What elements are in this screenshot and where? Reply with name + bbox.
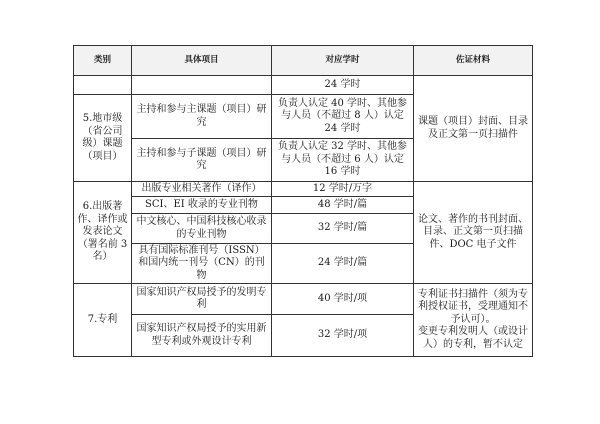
empty-cell (132, 76, 272, 95)
table-row (74, 284, 533, 315)
material-note-a: 专利证书扫描件（须为专利授权证书，受理通知不予认可）。 (418, 288, 528, 325)
material-note-b: 变更专利发明人（或设计人）的专利，暂不认定 (418, 326, 528, 350)
item-cell: SCI、EI 收录的专业刊物 (132, 197, 272, 214)
item-cell: 中文核心、中国科技核心收录的专业刊物 (132, 214, 272, 244)
category-cell: 5.地市级（省公司级）课题（项目） (74, 95, 132, 182)
material-cell (414, 284, 533, 357)
header-hours: 对应学时 (272, 46, 414, 76)
hours-cell: 负责人认定 32 学时、其他参与人员（不超过 6 人）认定 16 学时 (272, 139, 414, 182)
material-cell: 论文、著作的书刊封面、目录、正文第一页扫描件、DOC 电子文件 (414, 182, 533, 284)
item-cell: 国家知识产权局授予的发明专利 (132, 284, 272, 315)
header-category: 类别 (74, 46, 132, 76)
hours-cell: 24 学时 (272, 76, 414, 95)
item-cell: 具有国际标准刊号（ISSN）和国内统一刊号（CN）的刊物 (132, 244, 272, 284)
category-cell: 6.出版著作、译作或发表论文（署名前 3 名） (74, 182, 132, 284)
hours-cell: 24 学时/篇 (272, 244, 414, 284)
item-cell: 主持和参与子课题（项目）研究 (132, 139, 272, 182)
table-row (74, 76, 533, 95)
table-row (74, 182, 533, 197)
header-item: 具体项目 (132, 46, 272, 76)
hours-cell: 32 学时/篇 (272, 214, 414, 244)
item-cell: 主持和参与主课题（项目）研究 (132, 95, 272, 139)
item-cell: 国家知识产权局授予的实用新型专利或外观设计专利 (132, 315, 272, 357)
credit-hours-table (73, 45, 533, 357)
hours-cell: 40 学时/项 (272, 284, 414, 315)
empty-cell (74, 76, 132, 95)
hours-cell: 12 学时/万字 (272, 182, 414, 197)
hours-cell: 负责人认定 40 学时、其他参与人员（不超过 8 人）认定 24 学时 (272, 95, 414, 139)
table-header-row (74, 46, 533, 76)
item-cell: 出版专业相关著作（译作） (132, 182, 272, 197)
category-cell: 7.专利 (74, 284, 132, 357)
hours-cell: 48 学时/篇 (272, 197, 414, 214)
header-material: 佐证材料 (414, 46, 533, 76)
material-cell: 课题（项目）封面、目录及正文第一页扫描件 (414, 76, 533, 182)
hours-cell: 32 学时/项 (272, 315, 414, 357)
